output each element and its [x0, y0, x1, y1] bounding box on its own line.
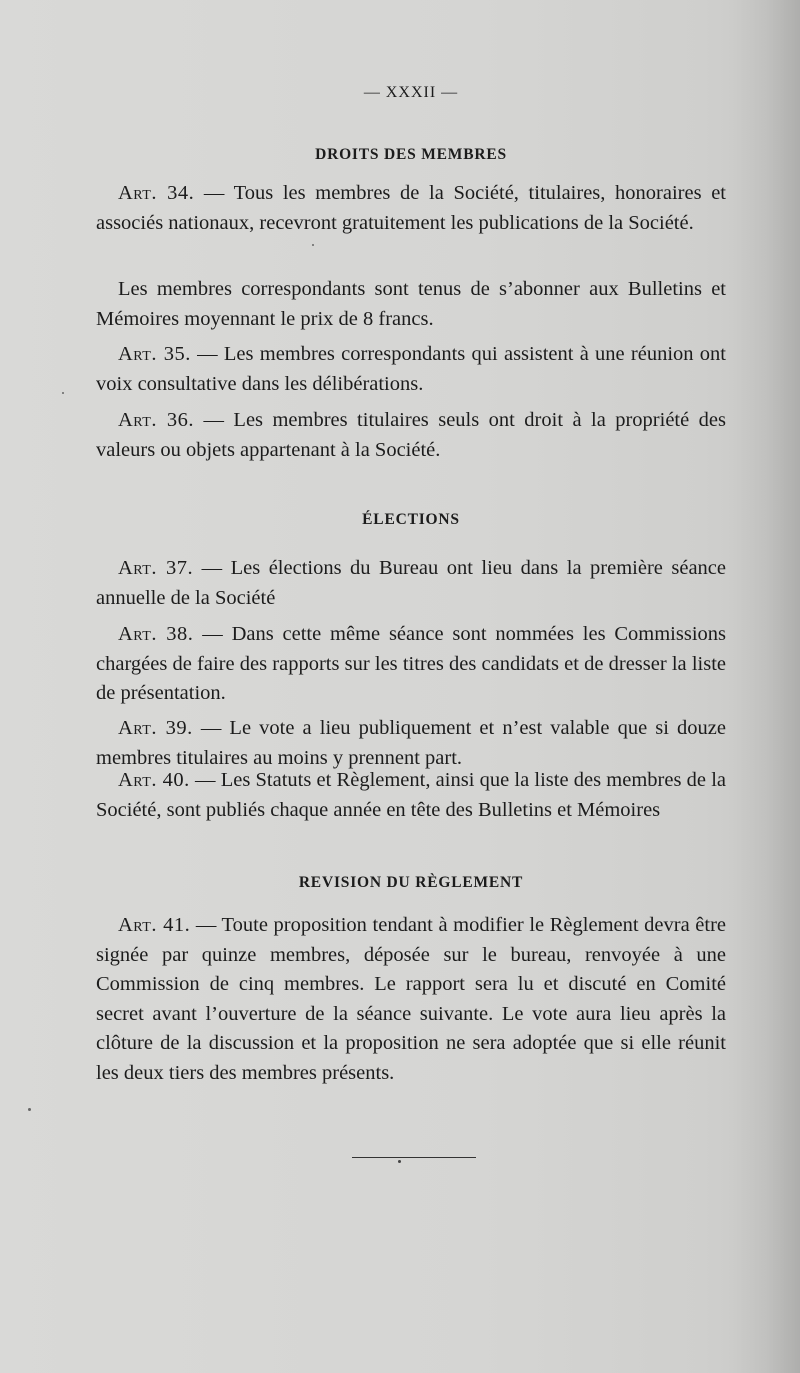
article-34-paragraph-2 — [96, 275, 726, 334]
paper-speck — [28, 1108, 31, 1111]
article-38 — [96, 620, 726, 709]
article-36 — [96, 406, 726, 465]
page-number: — XXXII — — [363, 84, 459, 101]
article-label: Art. 38. — [118, 623, 194, 645]
article-label: Art. 37. — [118, 557, 194, 579]
article-label: Art. 40. — [118, 769, 190, 791]
article-40 — [96, 766, 726, 825]
article-35 — [96, 340, 726, 399]
paper-speck — [62, 392, 64, 394]
article-label: Art. 34. — [118, 182, 195, 204]
article-39 — [96, 714, 726, 773]
article-text: — Les membres titulaires seuls ont droit à la propriété des valeurs ou objets appartenant à la Société. — [96, 409, 726, 461]
article-text: — Toute proposition tendant à modifier le Règlement devra être signée par quinze membres, déposée sur le bureau, renvoyée à une Commission de cinq membres. Le rapport sera lu et discuté en Comité secret avant l’ouverture de la séance suivante. Le vote aura lieu après la clôture de la discussion et la proposition ne sera adoptée que si elle réunit les deux tiers des membres présents. — [96, 914, 727, 1084]
article-text: — Dans cette même séance sont nommées les Commissions chargées de faire des rapports sur les titres des candidats et de dresser la liste de présentation. — [96, 623, 727, 705]
page-edge-shadow — [730, 0, 800, 1373]
closing-rule — [352, 1157, 476, 1158]
article-text: — Les Statuts et Règlement, ainsi que la liste des membres de la Société, sont publiés chaque année en tête des Bulletins et Mémoires — [96, 769, 726, 821]
article-text: — Les élections du Bureau ont lieu dans la première séance annuelle de la Société — [96, 557, 726, 609]
article-text: — Tous les membres de la Société, titulaires, honoraires et associés nationaux, recevront gratuitement les publications de la Société. — [96, 182, 726, 234]
article-text: — Les membres correspondants qui assistent à une réunion ont voix consultative dans les délibérations. — [96, 343, 726, 395]
article-41 — [96, 911, 726, 1089]
closing-rule-dot — [398, 1160, 401, 1163]
article-37 — [96, 554, 726, 613]
article-label: Art. 36. — [118, 409, 195, 431]
section-heading-elections: ÉLECTIONS — [362, 511, 460, 528]
article-label: Art. 41. — [118, 914, 191, 936]
article-text: Les membres correspondants sont tenus de s’abonner aux Bulletins et Mémoires moyennant le prix de 8 francs. — [96, 278, 726, 330]
article-label: Art. 35. — [118, 343, 191, 365]
article-34 — [96, 179, 726, 238]
section-heading-droits: DROITS DES MEMBRES — [315, 146, 507, 163]
paper-speck — [312, 244, 314, 246]
section-heading-revision: REVISION DU RÈGLEMENT — [298, 874, 524, 891]
article-text: — Le vote a lieu publiquement et n’est valable que si douze membres titulaires au moins y prennent part. — [96, 717, 726, 769]
article-label: Art. 39. — [118, 717, 193, 739]
